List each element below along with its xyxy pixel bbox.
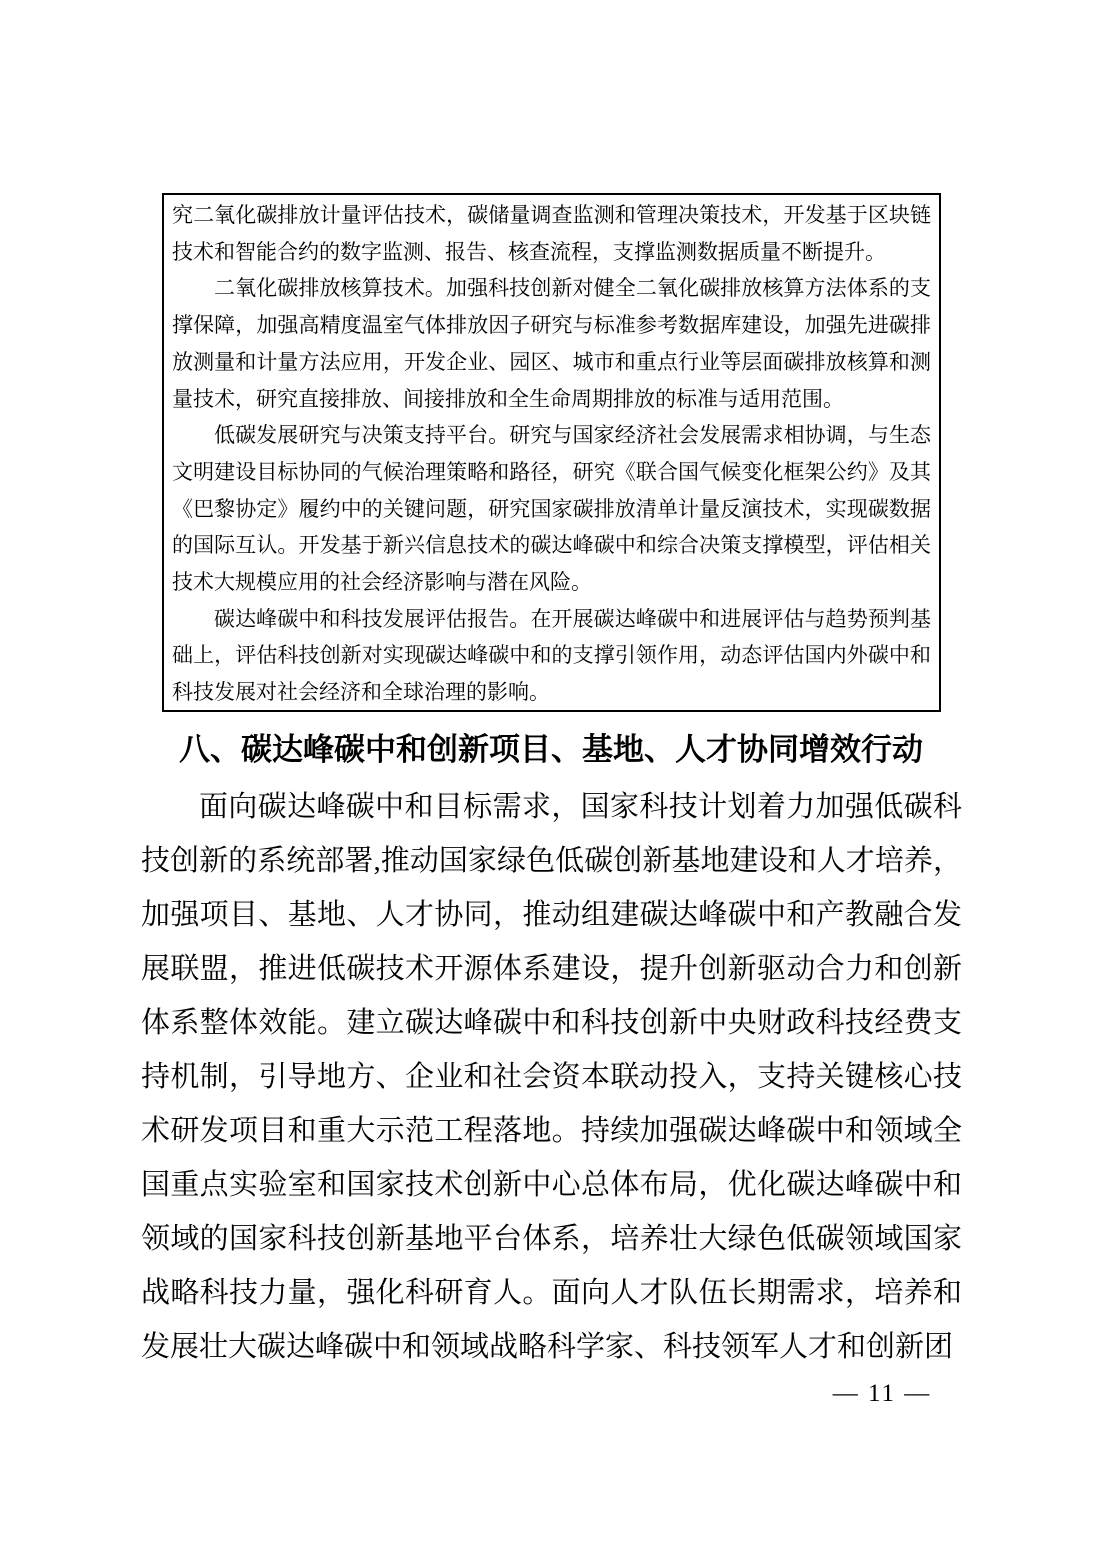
section-heading: 八、碳达峰碳中和创新项目、基地、人才协同增效行动 — [179, 732, 923, 767]
box-paragraph-evaluation-report: 碳达峰碳中和科技发展评估报告。在开展碳达峰碳中和进展评估与趋势预判基础上，评估科技创新对实现碳达峰碳中和的支撑引领作用，动态评估国内外碳中和科技发展对社会经济和全球治理的影响。 — [172, 606, 931, 705]
callout-box — [162, 193, 941, 712]
box-paragraph-carbon-accounting: 二氧化碳排放核算技术。加强科技创新对健全二氧化碳排放核算方法体系的支撑保障，加强高精度温室气体排放因子研究与标准参考数据库建设，加强先进碳排放测量和计量方法应用，开发企业、园区、城市和重点行业等层面碳排放核算和测量技术，研究直接排放、间接排放和全生命周期排放的标准与适用范围。 — [172, 276, 931, 411]
body-paragraph: 面向碳达峰碳中和目标需求，国家科技计划着力加强低碳科技创新的系统部署,推动国家绿色低碳创新基地建设和人才培养，加强项目、基地、人才协同，推动组建碳达峰碳中和产教融合发展联盟，推进低碳技术开源体系建设，提升创新驱动合力和创新体系整体效能。建立碳达峰碳中和科技创新中央财政科技经费支持机制，引导地方、企业和社会资本联动投入，支持关键核心技术研发项目和重大示范工程落地。持续加强碳达峰碳中和领域全国重点实验室和国家技术创新中心总体布局，优化碳达峰碳中和领域的国家科技创新基地平台体系，培养壮大绿色低碳领域国家战略科技力量，强化科研育人。面向人才队伍长期需求，培养和发展壮大碳达峰碳中和领域战略科学家、科技领军人才和创新团 — [141, 791, 962, 1363]
page-number: — 11 — — [832, 1380, 932, 1407]
box-paragraph-low-carbon-platform: 低碳发展研究与决策支持平台。研究与国家经济社会发展需求相协调，与生态文明建设目标协同的气候治理策略和路径，研究《联合国气候变化框架公约》及其《巴黎协定》履约中的关键问题，研究国家碳排放清单计量反演技术，实现碳数据的国际互认。开发基于新兴信息技术的碳达峰碳中和综合决策支撑模型，评估相关技术大规模应用的社会经济影响与潜在风险。 — [172, 423, 931, 595]
box-paragraph-continuation: 究二氧化碳排放计量评估技术，碳储量调查监测和管理决策技术，开发基于区块链技术和智能合约的数字监测、报告、核查流程，支撑监测数据质量不断提升。 — [172, 203, 931, 264]
